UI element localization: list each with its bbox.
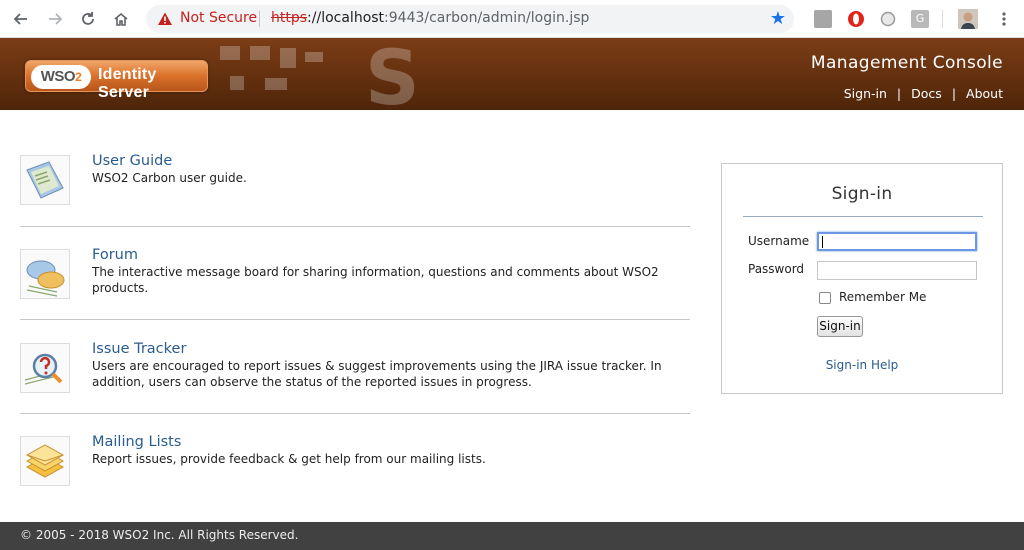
forum-description: The interactive message board for sharing information, questions and comments about WSO2 products. — [92, 265, 659, 295]
address-bar[interactable] — [146, 5, 794, 33]
forward-icon[interactable] — [44, 8, 66, 30]
magnifier-question-icon — [20, 343, 70, 393]
list-item-mailing-lists — [20, 436, 690, 491]
url-host: ://localhost — [307, 10, 385, 26]
wso2-logo-mark — [31, 65, 91, 89]
url-text[interactable] — [271, 10, 589, 26]
mailing-lists-description: Report issues, provide feedback & get help from our mailing lists. — [92, 452, 486, 466]
signin-heading: Sign-in — [831, 184, 893, 204]
page-footer — [0, 522, 1024, 550]
copyright-text: © 2005 - 2018 WSO2 Inc. All Rights Reserved. — [20, 528, 299, 542]
url-scheme: https — [271, 10, 308, 26]
back-icon[interactable] — [10, 8, 32, 30]
avatar[interactable] — [958, 9, 978, 29]
book-icon — [20, 155, 70, 205]
divider — [743, 216, 983, 217]
warning-icon[interactable] — [157, 11, 173, 31]
password-field[interactable] — [817, 261, 977, 280]
logo-wso-text: WSO — [40, 68, 76, 85]
envelopes-icon — [20, 436, 70, 486]
list-item-user-guide — [20, 155, 690, 210]
extension-icon[interactable] — [814, 10, 832, 28]
nav-signin-link[interactable]: Sign-in — [843, 86, 887, 101]
menu-icon[interactable] — [995, 10, 1013, 28]
chat-bubbles-icon — [20, 249, 70, 299]
nav-docs-link[interactable]: Docs — [911, 86, 942, 101]
list-item-forum — [20, 249, 690, 304]
divider — [20, 413, 690, 414]
circle-extension-icon[interactable] — [879, 10, 897, 28]
svg-text:S: S — [365, 38, 420, 110]
reload-icon[interactable] — [77, 8, 99, 30]
remember-me-label[interactable]: Remember Me — [839, 290, 927, 304]
password-label: Password — [748, 262, 805, 276]
user-guide-description: WSO2 Carbon user guide. — [92, 171, 247, 185]
issue-tracker-link[interactable]: Issue Tracker — [92, 341, 187, 357]
text-caret — [822, 236, 823, 248]
signin-panel — [721, 163, 1003, 394]
g-extension-icon[interactable]: G — [911, 10, 929, 28]
mailing-lists-link[interactable]: Mailing Lists — [92, 434, 182, 450]
header-nav — [844, 86, 1003, 101]
divider — [20, 319, 690, 320]
signin-help-link[interactable]: Sign-in Help — [825, 358, 899, 372]
nav-separator: | — [896, 86, 902, 101]
browser-toolbar — [0, 0, 1024, 38]
console-title: Management Console — [810, 53, 1003, 73]
star-icon[interactable]: ★ — [769, 8, 786, 29]
username-field[interactable] — [817, 232, 977, 251]
logo-two-text: 2 — [75, 70, 82, 84]
nav-separator: | — [951, 86, 957, 101]
app-header — [0, 38, 1024, 110]
url-path: :9443/carbon/admin/login.jsp — [384, 10, 590, 26]
decorative-pattern-icon — [210, 38, 450, 110]
divider — [942, 10, 943, 28]
opera-icon[interactable] — [847, 10, 865, 28]
issue-tracker-description: Users are encouraged to report issues & suggest improvements using the JIRA issue tracker. In addition, users can observe the status of the reported issues in progress. — [92, 359, 662, 389]
username-label: Username — [748, 234, 810, 248]
user-guide-link[interactable]: User Guide — [92, 153, 173, 169]
remember-me-checkbox[interactable] — [819, 292, 831, 304]
divider — [259, 11, 260, 27]
divider — [20, 226, 690, 227]
forum-link[interactable]: Forum — [92, 247, 138, 263]
security-label[interactable]: Not Secure — [180, 10, 258, 26]
home-icon[interactable] — [110, 8, 132, 30]
signin-button[interactable]: Sign-in — [817, 316, 863, 337]
nav-about-link[interactable]: About — [966, 86, 1003, 101]
product-name: Identity Server — [98, 66, 157, 101]
wso2-logo[interactable] — [25, 60, 208, 101]
list-item-issue-tracker — [20, 343, 690, 398]
